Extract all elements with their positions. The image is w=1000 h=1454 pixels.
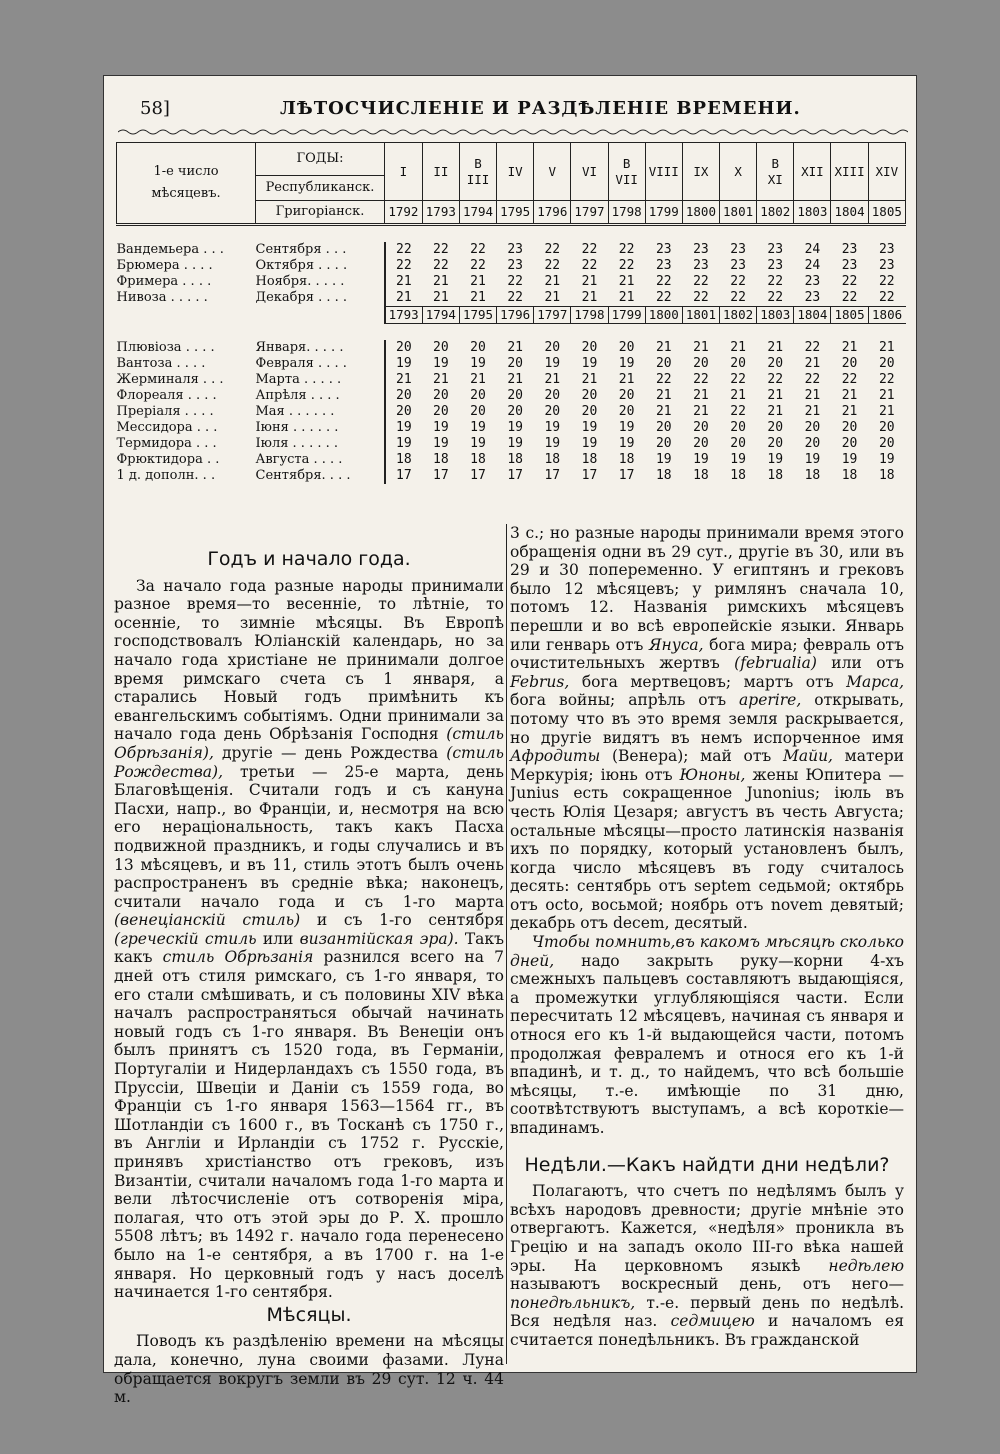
day-cell: 20 bbox=[655, 420, 672, 435]
day-cell: 21 bbox=[804, 356, 821, 371]
roman-header: I bbox=[385, 143, 423, 201]
page bbox=[104, 76, 916, 1407]
republican-month: Термидора . . . bbox=[116, 436, 217, 451]
first-day-label: 1-е число bbox=[153, 164, 219, 179]
day-cell: 18 bbox=[396, 452, 412, 467]
day-cell: 19 bbox=[396, 436, 412, 451]
running-header bbox=[140, 96, 880, 124]
year-cell: 1804 bbox=[831, 201, 868, 225]
day-cell: 20 bbox=[396, 340, 412, 355]
day-cell: 21 bbox=[470, 290, 486, 305]
running-title: ЛѢТОСЧИСЛЕНІЕ И РАЗДѢЛЕНІЕ ВРЕМЕНИ. bbox=[280, 98, 801, 119]
day-cell: 22 bbox=[581, 242, 598, 257]
day-cell: 22 bbox=[804, 340, 821, 355]
day-cell: 21 bbox=[396, 290, 412, 305]
day-cell: 19 bbox=[841, 452, 858, 467]
day-cell: 22 bbox=[507, 274, 523, 289]
day-cell: 20 bbox=[804, 420, 821, 435]
day-cell: 18 bbox=[507, 452, 523, 467]
day-cell: 21 bbox=[841, 388, 858, 403]
gregorian-month: Іюня . . . . . . bbox=[256, 420, 385, 436]
day-cell: 21 bbox=[396, 372, 412, 387]
day-cell: 21 bbox=[655, 404, 672, 419]
day-cell: 17 bbox=[618, 468, 635, 483]
day-cell: 20 bbox=[618, 404, 635, 419]
day-cell: 21 bbox=[767, 388, 784, 403]
day-cell: 22 bbox=[767, 290, 784, 305]
year-cell: 1797 bbox=[534, 307, 571, 324]
day-cell: 20 bbox=[841, 436, 858, 451]
right-column bbox=[510, 524, 904, 1350]
day-cell: 22 bbox=[693, 290, 709, 305]
section-title-months: Мѣсяцы. bbox=[266, 1303, 352, 1326]
republican-month: Вантоза . . . . bbox=[116, 356, 206, 371]
gregorian-month: Февраля . . . . bbox=[256, 356, 385, 372]
republican-month: Брюмера . . . . bbox=[116, 258, 213, 273]
first-day-header bbox=[117, 143, 256, 225]
day-cell: 20 bbox=[544, 388, 561, 403]
day-cell: 17 bbox=[433, 468, 449, 483]
gregorian-month: Августа . . . . bbox=[256, 452, 385, 468]
day-cell: 19 bbox=[507, 436, 523, 451]
day-cell: 21 bbox=[804, 404, 821, 419]
day-cell: 22 bbox=[507, 290, 523, 305]
roman-header: В XI bbox=[757, 143, 794, 201]
day-cell: 17 bbox=[470, 468, 486, 483]
day-cell: 18 bbox=[730, 468, 746, 483]
day-cell: 18 bbox=[544, 452, 561, 467]
roman-header: II bbox=[422, 143, 459, 201]
day-cell: 21 bbox=[581, 290, 598, 305]
day-cell: 21 bbox=[470, 372, 486, 387]
day-cell: 19 bbox=[730, 452, 746, 467]
day-cell: 23 bbox=[841, 242, 858, 257]
gregorian-month: Января. . . . . bbox=[256, 340, 385, 356]
wavy-rule bbox=[118, 128, 908, 136]
day-cell: 22 bbox=[396, 258, 412, 273]
day-cell: 22 bbox=[544, 242, 561, 257]
roman-header: XII bbox=[794, 143, 831, 201]
day-cell: 21 bbox=[655, 388, 672, 403]
day-cell: 20 bbox=[544, 340, 561, 355]
table-row bbox=[117, 388, 906, 404]
roman-header: IV bbox=[497, 143, 534, 201]
day-cell: 19 bbox=[618, 356, 635, 371]
gregorian-month: Октября . . . . bbox=[256, 258, 385, 274]
day-cell: 18 bbox=[804, 468, 821, 483]
day-cell: 18 bbox=[618, 452, 635, 467]
day-cell: 19 bbox=[618, 420, 635, 435]
day-cell: 20 bbox=[618, 388, 635, 403]
republican-month: Преріаля . . . . bbox=[116, 404, 214, 419]
day-cell: 19 bbox=[767, 452, 784, 467]
day-cell: 20 bbox=[841, 420, 858, 435]
year-cell: 1798 bbox=[571, 307, 608, 324]
day-cell: 19 bbox=[507, 420, 523, 435]
day-cell: 19 bbox=[396, 356, 412, 371]
day-cell: 23 bbox=[507, 242, 523, 257]
day-cell: 20 bbox=[878, 436, 895, 451]
day-cell: 18 bbox=[581, 452, 598, 467]
day-cell: 22 bbox=[878, 274, 895, 289]
roman-header: XIII bbox=[831, 143, 868, 201]
day-cell: 22 bbox=[693, 274, 709, 289]
year-cell: 1804 bbox=[794, 307, 831, 324]
year-cell: 1795 bbox=[459, 307, 496, 324]
day-cell: 22 bbox=[878, 290, 895, 305]
day-cell: 20 bbox=[507, 356, 523, 371]
double-rule bbox=[117, 225, 906, 243]
republican-month: Фримера . . . . bbox=[116, 274, 212, 289]
day-cell: 19 bbox=[544, 356, 561, 371]
table-row bbox=[117, 242, 906, 258]
year-cell: 1799 bbox=[645, 201, 682, 225]
day-cell: 21 bbox=[544, 372, 561, 387]
day-cell: 22 bbox=[693, 372, 709, 387]
gregorian-years-row-2 bbox=[117, 307, 906, 324]
day-cell: 21 bbox=[618, 290, 635, 305]
roman-header: V bbox=[534, 143, 571, 201]
day-cell: 21 bbox=[433, 372, 449, 387]
day-cell: 21 bbox=[878, 404, 895, 419]
day-cell: 19 bbox=[804, 452, 821, 467]
day-cell: 23 bbox=[804, 274, 821, 289]
day-cell: 20 bbox=[693, 420, 709, 435]
table-row bbox=[117, 274, 906, 290]
day-cell: 20 bbox=[507, 404, 523, 419]
year-cell: 1802 bbox=[757, 201, 794, 225]
year-cell: 1800 bbox=[682, 201, 719, 225]
day-cell: 18 bbox=[655, 468, 672, 483]
table-row bbox=[117, 340, 906, 356]
day-cell: 20 bbox=[470, 404, 486, 419]
day-cell: 20 bbox=[396, 404, 412, 419]
day-cell: 19 bbox=[433, 436, 449, 451]
year-cell: 1801 bbox=[682, 307, 719, 324]
day-cell: 19 bbox=[693, 452, 709, 467]
year-cell: 1794 bbox=[459, 201, 496, 225]
day-cell: 21 bbox=[878, 388, 895, 403]
table-row bbox=[117, 420, 906, 436]
gregorian-month: Сентября. . . . bbox=[256, 468, 385, 484]
day-cell: 19 bbox=[581, 420, 598, 435]
left-column bbox=[114, 546, 504, 1407]
day-cell: 22 bbox=[730, 404, 746, 419]
day-cell: 21 bbox=[507, 340, 523, 355]
year-cell: 1794 bbox=[422, 307, 459, 324]
table-row bbox=[117, 356, 906, 372]
day-cell: 20 bbox=[470, 388, 486, 403]
day-cell: 23 bbox=[767, 258, 784, 273]
day-cell: 22 bbox=[396, 242, 412, 257]
gregorian-month: Марта . . . . . bbox=[256, 372, 385, 388]
day-cell: 21 bbox=[470, 274, 486, 289]
day-cell: 18 bbox=[878, 468, 895, 483]
day-cell: 21 bbox=[841, 404, 858, 419]
day-cell: 20 bbox=[841, 356, 858, 371]
paragraph-month-names: 3 с.; но разные народы принимали время этого обращенія одни въ 29 сут., другіе въ 30, или въ 29 и 30 попеременно. У египтянъ и грековъ было 12 мѣсяцевъ; у римлянъ сначала 10, потомъ 12. Названія римскихъ мѣсяцевъ перешли и во всѣ европейскіе языки. Январь или генварь отъ Януса, бога мира; февраль отъ очистительныхъ жертвъ (februalia) или отъ Februs, бога мертвецовъ; мартъ отъ Марса, бога войны; апрѣль отъ aperire, открывать, потому что въ это время земля раскрывается, но другіе видятъ въ немъ испорченное имя Афродиты (Венера); май отъ Майи, матери Меркурія; іюнь отъ Юноны, жены Юпитера — Junius есть сокращенное Junonius; іюль въ честь Юлія Цезаря; августъ въ честь Августа; остальные мѣсяцы—просто латинскія названія ихъ по порядку, который установленъ былъ, когда число мѣсяцевъ въ году считалось десять: сентябрь отъ septem седьмой; октябрь отъ octo, восьмой; ноябрь отъ novem девятый; декабрь отъ decem, десятый. bbox=[510, 524, 904, 933]
day-cell: 23 bbox=[655, 242, 672, 257]
day-cell: 20 bbox=[433, 340, 449, 355]
paragraph-year: За начало года разные народы принимали разное время—то весенніе, то лѣтніе, то осенніе, то зимніе мѣсяцы. Въ Европѣ господствовалъ Юліанскій календарь, но за начало года христіане не принимали долгое время римскаго счета съ 1 января, а старались Новый годъ примѣнить къ евангельскимъ событіямъ. Одни принимали за начало года день Обрѣзанія Господня (стиль Обрѣзанія), другіе — день Рождества (стиль Рождества), третьи — 25-е марта, день Благовѣщенія. Считали годъ и съ кануна Пасхи, напр., во Франціи, и, несмотря на всю его нераціональность, такъ какъ Пасха подвижной праздникъ, и годы случались и въ 13 мѣсяцевъ, и въ 11, стиль этотъ былъ очень распространенъ въ средніе вѣка; наконецъ, считали начало года и съ 1-го марта (венеціанскій стиль) и съ 1-го сентября (греческій стиль или византійская эра). Такъ какъ стиль Обрѣзанія разнился всего на 7 дней отъ стиля римскаго, съ 1-го января, то его стали смѣшивать, и съ половины XIV вѣка началъ распространяться обычай начинать новый годъ съ 1-го января. Въ Венеціи онъ былъ принятъ съ 1520 года, въ Германіи, Португаліи и Нидерландахъ съ 1550 года, въ Пруссіи, Швеціи и Даніи съ 1559 года, во Франціи съ 1-го января 1563—1564 гг., въ Шотландіи съ 1600 г., въ Тосканѣ съ 1750 г., въ Англіи и Ирландіи съ 1752 г. Русскіе, принявъ христіанство отъ грековъ, изъ Византіи, считали началомъ года 1-го марта и вели лѣтосчисленіе отъ сотворенія міра, полагая, что отъ этой эры до Р. Х. прошло 5508 лѣтъ; въ 1492 г. начало года перенесено было на 1-е сентября, а въ 1700 г. на 1-е января. Но церковный годъ у насъ доселѣ начинается 1-го сентября. bbox=[114, 576, 504, 1302]
day-cell: 20 bbox=[730, 420, 746, 435]
republican-month: Нивоза . . . . . bbox=[116, 290, 208, 306]
day-cell: 17 bbox=[507, 468, 523, 483]
day-cell: 19 bbox=[470, 436, 486, 451]
day-cell: 22 bbox=[433, 258, 449, 273]
roman-header: VIII bbox=[645, 143, 682, 201]
day-cell: 23 bbox=[878, 242, 895, 257]
day-cell: 24 bbox=[804, 242, 821, 257]
day-cell: 19 bbox=[581, 356, 598, 371]
republican-month: 1 д. дополн. . . bbox=[116, 468, 216, 483]
day-cell: 18 bbox=[767, 468, 784, 483]
day-cell: 18 bbox=[433, 452, 449, 467]
day-cell: 23 bbox=[507, 258, 523, 273]
day-cell: 20 bbox=[655, 356, 672, 371]
day-cell: 23 bbox=[693, 258, 709, 273]
table-row bbox=[117, 452, 906, 468]
day-cell: 17 bbox=[396, 468, 412, 483]
roman-header: В III bbox=[459, 143, 496, 201]
table-row bbox=[117, 290, 906, 307]
republican-month: Плювіоза . . . . bbox=[116, 340, 215, 355]
day-cell: 21 bbox=[767, 404, 784, 419]
day-cell: 20 bbox=[618, 340, 635, 355]
day-cell: 21 bbox=[767, 340, 784, 355]
year-cell: 1802 bbox=[720, 307, 757, 324]
day-cell: 21 bbox=[618, 372, 635, 387]
roman-header: IX bbox=[682, 143, 719, 201]
day-cell: 22 bbox=[618, 258, 635, 273]
year-cell: 1799 bbox=[608, 307, 645, 324]
day-cell: 19 bbox=[396, 420, 412, 435]
day-cell: 24 bbox=[804, 258, 821, 273]
gregorian-header: Григоріанск. bbox=[256, 201, 385, 225]
day-cell: 22 bbox=[655, 290, 672, 305]
republican-header: Республиканск. bbox=[256, 176, 385, 201]
day-cell: 21 bbox=[730, 388, 746, 403]
day-cell: 18 bbox=[693, 468, 709, 483]
gregorian-month: Декабря . . . . bbox=[256, 290, 385, 307]
day-cell: 21 bbox=[655, 340, 672, 355]
year-cell: 1801 bbox=[720, 201, 757, 225]
day-cell: 19 bbox=[470, 420, 486, 435]
day-cell: 23 bbox=[730, 258, 746, 273]
day-cell: 18 bbox=[470, 452, 486, 467]
day-cell: 22 bbox=[655, 274, 672, 289]
year-cell: 1806 bbox=[868, 307, 905, 324]
section-title-year: Годъ и начало года. bbox=[207, 548, 411, 570]
day-cell: 21 bbox=[581, 274, 598, 289]
table-row bbox=[117, 258, 906, 274]
day-cell: 21 bbox=[804, 388, 821, 403]
day-cell: 20 bbox=[581, 340, 598, 355]
year-cell: 1797 bbox=[571, 201, 608, 225]
day-cell: 21 bbox=[544, 290, 561, 305]
day-cell: 20 bbox=[581, 388, 598, 403]
day-cell: 22 bbox=[841, 274, 858, 289]
day-cell: 19 bbox=[655, 452, 672, 467]
table-row bbox=[117, 404, 906, 420]
year-cell: 1805 bbox=[831, 307, 868, 324]
year-cell: 1803 bbox=[757, 307, 794, 324]
day-cell: 19 bbox=[433, 420, 449, 435]
day-cell: 22 bbox=[433, 242, 449, 257]
gregorian-month: Сентября . . . bbox=[256, 242, 385, 258]
day-cell: 21 bbox=[878, 340, 895, 355]
gregorian-month: Іюля . . . . . . bbox=[256, 436, 385, 452]
year-cell: 1798 bbox=[608, 201, 645, 225]
roman-header: В VII bbox=[608, 143, 645, 201]
day-cell: 21 bbox=[581, 372, 598, 387]
day-cell: 20 bbox=[767, 356, 784, 371]
roman-header: X bbox=[720, 143, 757, 201]
day-cell: 21 bbox=[544, 274, 561, 289]
day-cell: 23 bbox=[878, 258, 895, 273]
day-cell: 22 bbox=[730, 274, 746, 289]
day-cell: 19 bbox=[581, 436, 598, 451]
column-divider bbox=[506, 524, 507, 1364]
day-cell: 23 bbox=[841, 258, 858, 273]
day-cell: 22 bbox=[767, 372, 784, 387]
day-cell: 20 bbox=[730, 436, 746, 451]
republican-month: Жерминаля . . . bbox=[116, 372, 224, 387]
day-cell: 22 bbox=[655, 372, 672, 387]
table-header-row bbox=[117, 143, 906, 176]
gregorian-month: Апрѣля . . . . bbox=[256, 388, 385, 404]
day-cell: 22 bbox=[878, 372, 895, 387]
year-cell: 1800 bbox=[645, 307, 682, 324]
day-cell: 20 bbox=[655, 436, 672, 451]
day-cell: 23 bbox=[693, 242, 709, 257]
day-cell: 22 bbox=[841, 290, 858, 305]
republican-month: Фрюктидора . . bbox=[116, 452, 220, 467]
day-cell: 21 bbox=[693, 340, 709, 355]
calendar-table bbox=[116, 142, 906, 484]
paragraph-months: Поводъ къ раздѣленію времени на мѣсяцы дала, конечно, луна своими фазами. Луна обращается вокругъ земли въ 29 сут. 12 ч. 44 м. bbox=[114, 1332, 504, 1407]
gregorian-month: Ноября. . . . . bbox=[256, 274, 385, 290]
day-cell: 23 bbox=[730, 242, 746, 257]
day-cell: 20 bbox=[581, 404, 598, 419]
day-cell: 22 bbox=[730, 372, 746, 387]
day-cell: 20 bbox=[396, 388, 412, 403]
year-cell: 1796 bbox=[497, 307, 534, 324]
day-cell: 23 bbox=[767, 242, 784, 257]
day-cell: 22 bbox=[618, 242, 635, 257]
republican-month: Мессидора . . . bbox=[116, 420, 218, 435]
day-cell: 19 bbox=[544, 420, 561, 435]
day-cell: 22 bbox=[470, 258, 486, 273]
day-cell: 23 bbox=[655, 258, 672, 273]
day-cell: 22 bbox=[841, 372, 858, 387]
day-cell: 23 bbox=[804, 290, 821, 305]
day-cell: 21 bbox=[433, 274, 449, 289]
day-cell: 20 bbox=[433, 388, 449, 403]
table-body bbox=[117, 143, 906, 485]
day-cell: 19 bbox=[878, 452, 895, 467]
day-cell: 20 bbox=[878, 356, 895, 371]
day-cell: 20 bbox=[767, 420, 784, 435]
day-cell: 22 bbox=[581, 258, 598, 273]
year-cell: 1796 bbox=[534, 201, 571, 225]
day-cell: 21 bbox=[507, 372, 523, 387]
year-cell: 1792 bbox=[385, 201, 423, 225]
day-cell: 20 bbox=[730, 356, 746, 371]
day-cell: 21 bbox=[618, 274, 635, 289]
republican-month: Вандемьера . . . bbox=[116, 242, 224, 257]
year-cell: 1793 bbox=[385, 307, 423, 324]
table-row bbox=[117, 372, 906, 388]
republican-month: Флореаля . . . . bbox=[116, 388, 217, 403]
paragraph-weeks: Полагаютъ, что счетъ по недѣлямъ былъ у всѣхъ народовъ древности; другіе мнѣніе это отвергаютъ. Кажется, «недѣля» проникла въ Грецію и на западъ около III-го вѣка нашей эры. На церковномъ языкѣ недѣлею называютъ воскресный день, отъ него— понедѣльникъ, т.-е. первый день по недѣлѣ. Вся недѣля наз. седмицею и началомъ ея считается понедѣльникъ. Въ гражданской bbox=[510, 1182, 904, 1349]
day-cell: 19 bbox=[618, 436, 635, 451]
table-row bbox=[117, 468, 906, 484]
gregorian-month: Мая . . . . . . bbox=[256, 404, 385, 420]
day-cell: 20 bbox=[544, 404, 561, 419]
years-header: ГОДЫ: bbox=[256, 143, 385, 176]
roman-header: VI bbox=[571, 143, 608, 201]
day-cell: 20 bbox=[804, 436, 821, 451]
day-cell: 21 bbox=[841, 340, 858, 355]
day-cell: 20 bbox=[878, 420, 895, 435]
day-cell: 18 bbox=[841, 468, 858, 483]
day-cell: 17 bbox=[544, 468, 561, 483]
months-label: мѣсяцевъ. bbox=[151, 186, 221, 201]
day-cell: 22 bbox=[730, 290, 746, 305]
day-cell: 21 bbox=[693, 388, 709, 403]
year-cell: 1795 bbox=[497, 201, 534, 225]
day-cell: 20 bbox=[507, 388, 523, 403]
day-cell: 21 bbox=[693, 404, 709, 419]
day-cell: 22 bbox=[544, 258, 561, 273]
day-cell: 21 bbox=[396, 274, 412, 289]
day-cell: 21 bbox=[433, 290, 449, 305]
day-cell: 20 bbox=[433, 404, 449, 419]
day-cell: 22 bbox=[804, 372, 821, 387]
section-title-weeks: Недѣли.—Какъ найдти дни недѣли? bbox=[524, 1153, 890, 1176]
day-cell: 21 bbox=[730, 340, 746, 355]
page-number: 58] bbox=[140, 98, 170, 119]
paragraph-mnemonic: Чтобы помнить,въ какомъ мѣсяцѣ сколько дней, надо закрыть руку—корни 4-хъ смежныхъ пальцевъ составляютъ выдающіяся, а промежутки углубляющіяся части. Если пересчитать 12 мѣсяцевъ, начиная съ января и относя его къ 1-й выдающейся части, потомъ продолжая февралемъ и относя его къ 1-й впадинѣ, и т. д., то найдемъ, что всѣ большіе мѣсяцы, т.-е. имѣющіе по 31 дню, соотвѣтствуютъ выступамъ, а всѣ короткіе—впадинамъ. bbox=[510, 933, 904, 1137]
day-cell: 19 bbox=[544, 436, 561, 451]
table-row bbox=[117, 436, 906, 452]
year-cell: 1805 bbox=[868, 201, 905, 225]
day-cell: 20 bbox=[767, 436, 784, 451]
day-cell: 20 bbox=[470, 340, 486, 355]
day-cell: 22 bbox=[470, 242, 486, 257]
day-cell: 19 bbox=[433, 356, 449, 371]
year-cell: 1803 bbox=[794, 201, 831, 225]
day-cell: 19 bbox=[470, 356, 486, 371]
day-cell: 22 bbox=[767, 274, 784, 289]
year-cell: 1793 bbox=[422, 201, 459, 225]
day-cell: 20 bbox=[693, 356, 709, 371]
day-cell: 17 bbox=[581, 468, 598, 483]
day-cell: 20 bbox=[693, 436, 709, 451]
roman-header: XIV bbox=[868, 143, 905, 201]
